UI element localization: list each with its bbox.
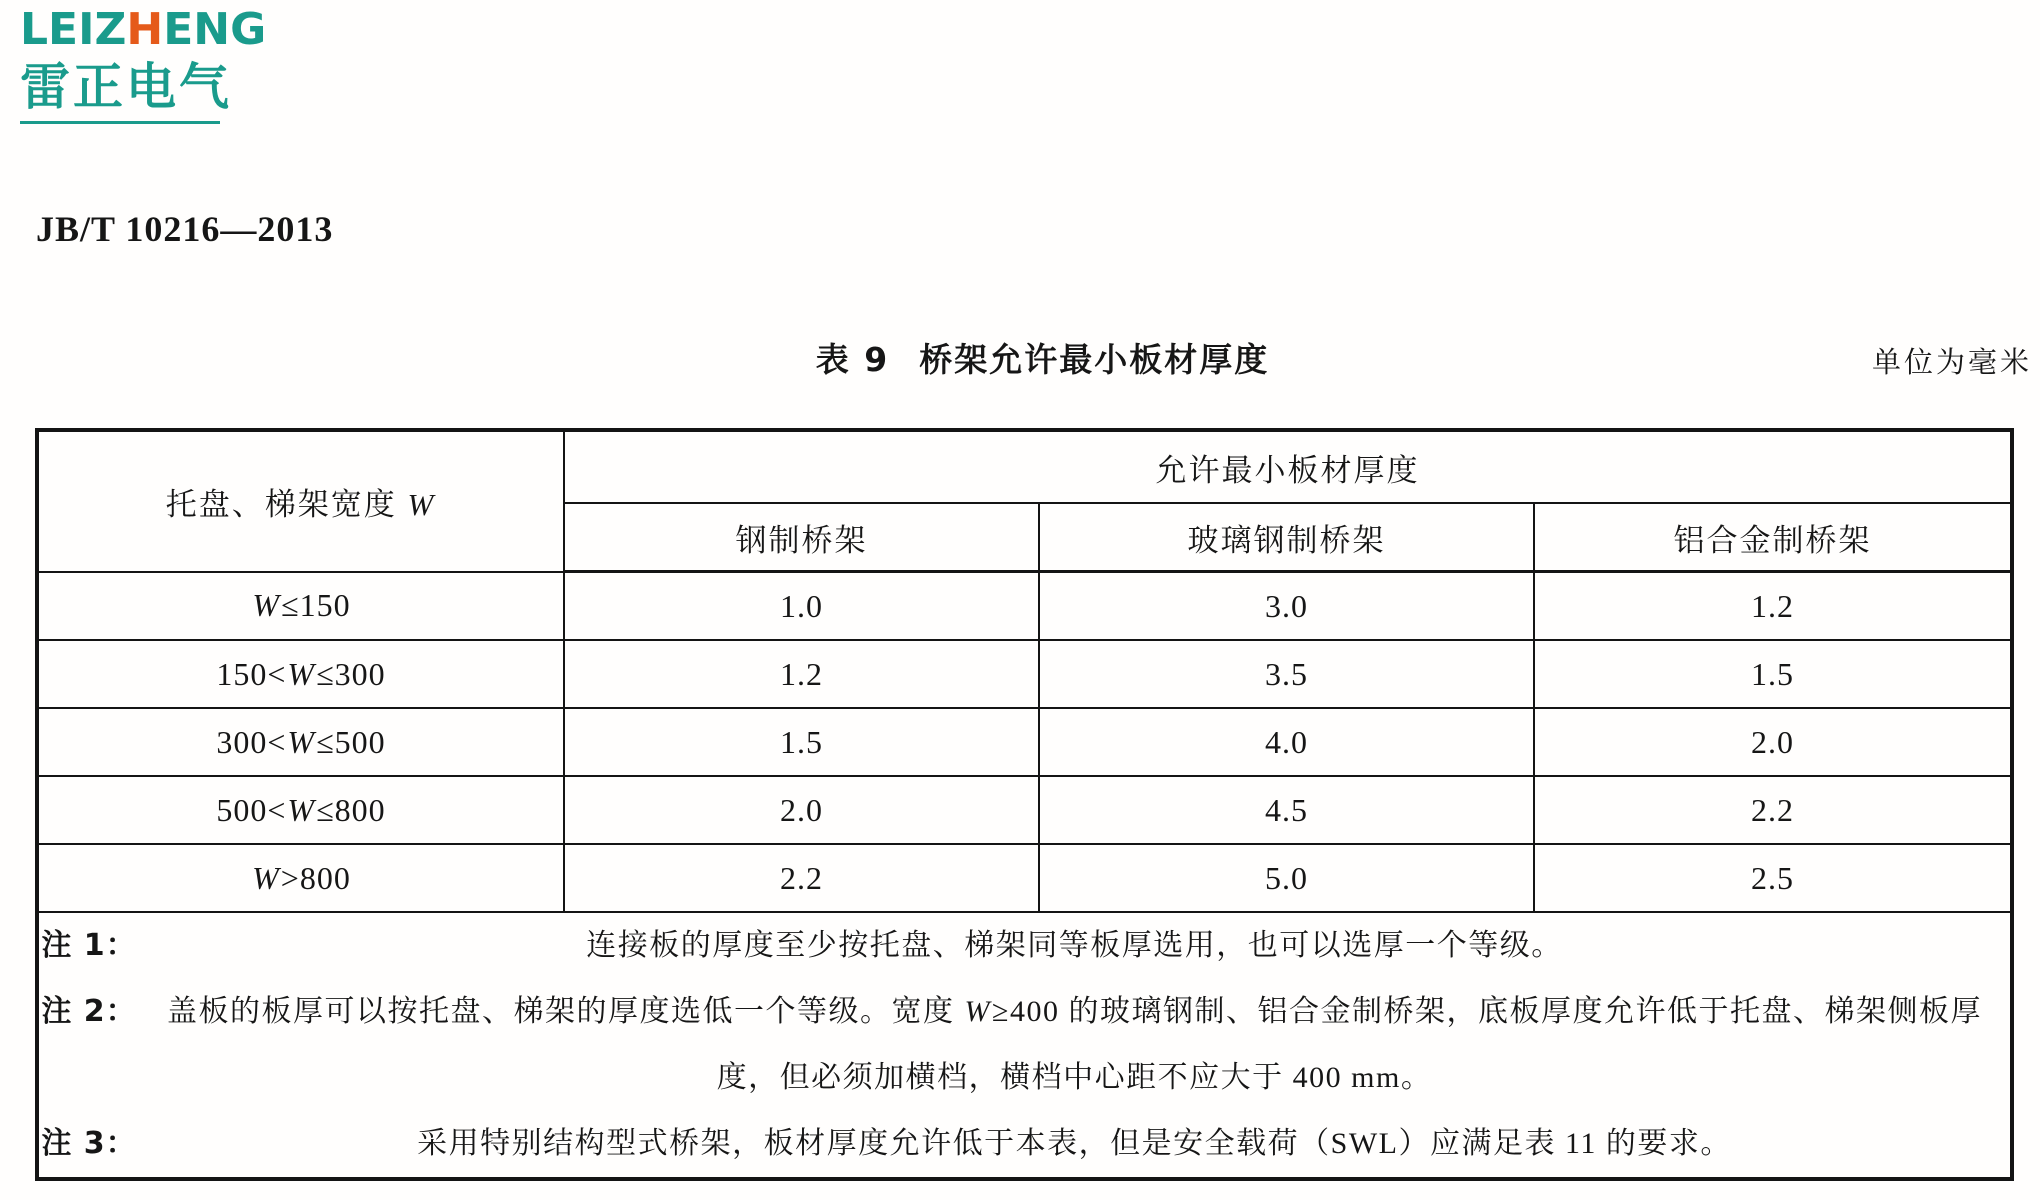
table-caption — [816, 334, 1269, 381]
logo-accent-letter: H — [126, 4, 164, 55]
notes-cell — [37, 912, 2012, 1179]
standard-code: JB/T 10216—2013 — [36, 209, 334, 249]
frp-value: 3.0 — [1039, 572, 1534, 641]
header-aluminum: 铝合金制桥架 — [1534, 503, 2012, 572]
note-text: 连接板的厚度至少按托盘、梯架同等板厚选用，也可以选厚一个等级。 — [586, 929, 1563, 962]
frp-value: 5.0 — [1039, 844, 1534, 912]
aluminum-value: 1.2 — [1534, 572, 2012, 641]
table-row — [37, 844, 2012, 912]
steel-value: 2.0 — [564, 776, 1039, 844]
width-cell: W≤150 — [37, 572, 564, 641]
logo-latin-suffix: ENG — [163, 4, 267, 55]
logo-latin-prefix: LEIZ — [20, 4, 127, 55]
thickness-table — [35, 428, 2014, 1181]
steel-value: 1.5 — [564, 708, 1039, 776]
table-row — [37, 708, 2012, 776]
unit-note: 单位为毫米 — [1871, 347, 2032, 379]
aluminum-value: 2.5 — [1534, 844, 2012, 912]
steel-value: 1.2 — [564, 640, 1039, 708]
note-item — [39, 979, 2010, 1111]
caption-label: 表 9 — [815, 340, 890, 379]
header-width-column: 托盘、梯架宽度 W — [37, 430, 564, 572]
width-cell: W>800 — [37, 844, 564, 912]
aluminum-value: 2.0 — [1534, 708, 2012, 776]
note-text: 盖板的板厚可以按托盘、梯架的厚度选低一个等级。宽度 W≥400 的玻璃钢制、铝合金制桥架，底板厚度允许低于托盘、梯架侧板厚度，但必须加横档，横档中心距不应大于 400 mm。 — [167, 995, 1982, 1094]
frp-value: 3.5 — [1039, 640, 1534, 708]
caption-title: 桥架允许最小板材厚度 — [919, 340, 1270, 379]
steel-value: 2.2 — [564, 844, 1039, 912]
note-text: 采用特别结构型式桥架，板材厚度允许低于本表，但是安全载荷（SWL）应满足表 11 的要求。 — [417, 1127, 1732, 1160]
note-item — [39, 913, 2010, 979]
note-item — [39, 1111, 2010, 1177]
note-label: 注 3： — [41, 1126, 137, 1161]
table-caption-row — [35, 334, 2010, 381]
width-cell: 150<W≤300 — [37, 640, 564, 708]
width-cell: 300<W≤500 — [37, 708, 564, 776]
header-steel: 钢制桥架 — [564, 503, 1039, 572]
note-label: 注 1： — [41, 928, 137, 963]
logo-chinese-name: 雷正电气 — [20, 58, 232, 116]
note-label: 注 2： — [41, 994, 137, 1029]
header-frp: 玻璃钢制桥架 — [1039, 503, 1534, 572]
company-logo — [20, 4, 267, 124]
logo-latin-wordmark — [20, 4, 267, 55]
frp-value: 4.0 — [1039, 708, 1534, 776]
table-row — [37, 776, 2012, 844]
aluminum-value: 1.5 — [1534, 640, 2012, 708]
header-group: 允许最小板材厚度 — [564, 430, 2012, 503]
width-cell: 500<W≤800 — [37, 776, 564, 844]
frp-value: 4.5 — [1039, 776, 1534, 844]
logo-underline — [20, 121, 220, 124]
aluminum-value: 2.2 — [1534, 776, 2012, 844]
table-row — [37, 572, 2012, 641]
steel-value: 1.0 — [564, 572, 1039, 641]
table-row — [37, 640, 2012, 708]
